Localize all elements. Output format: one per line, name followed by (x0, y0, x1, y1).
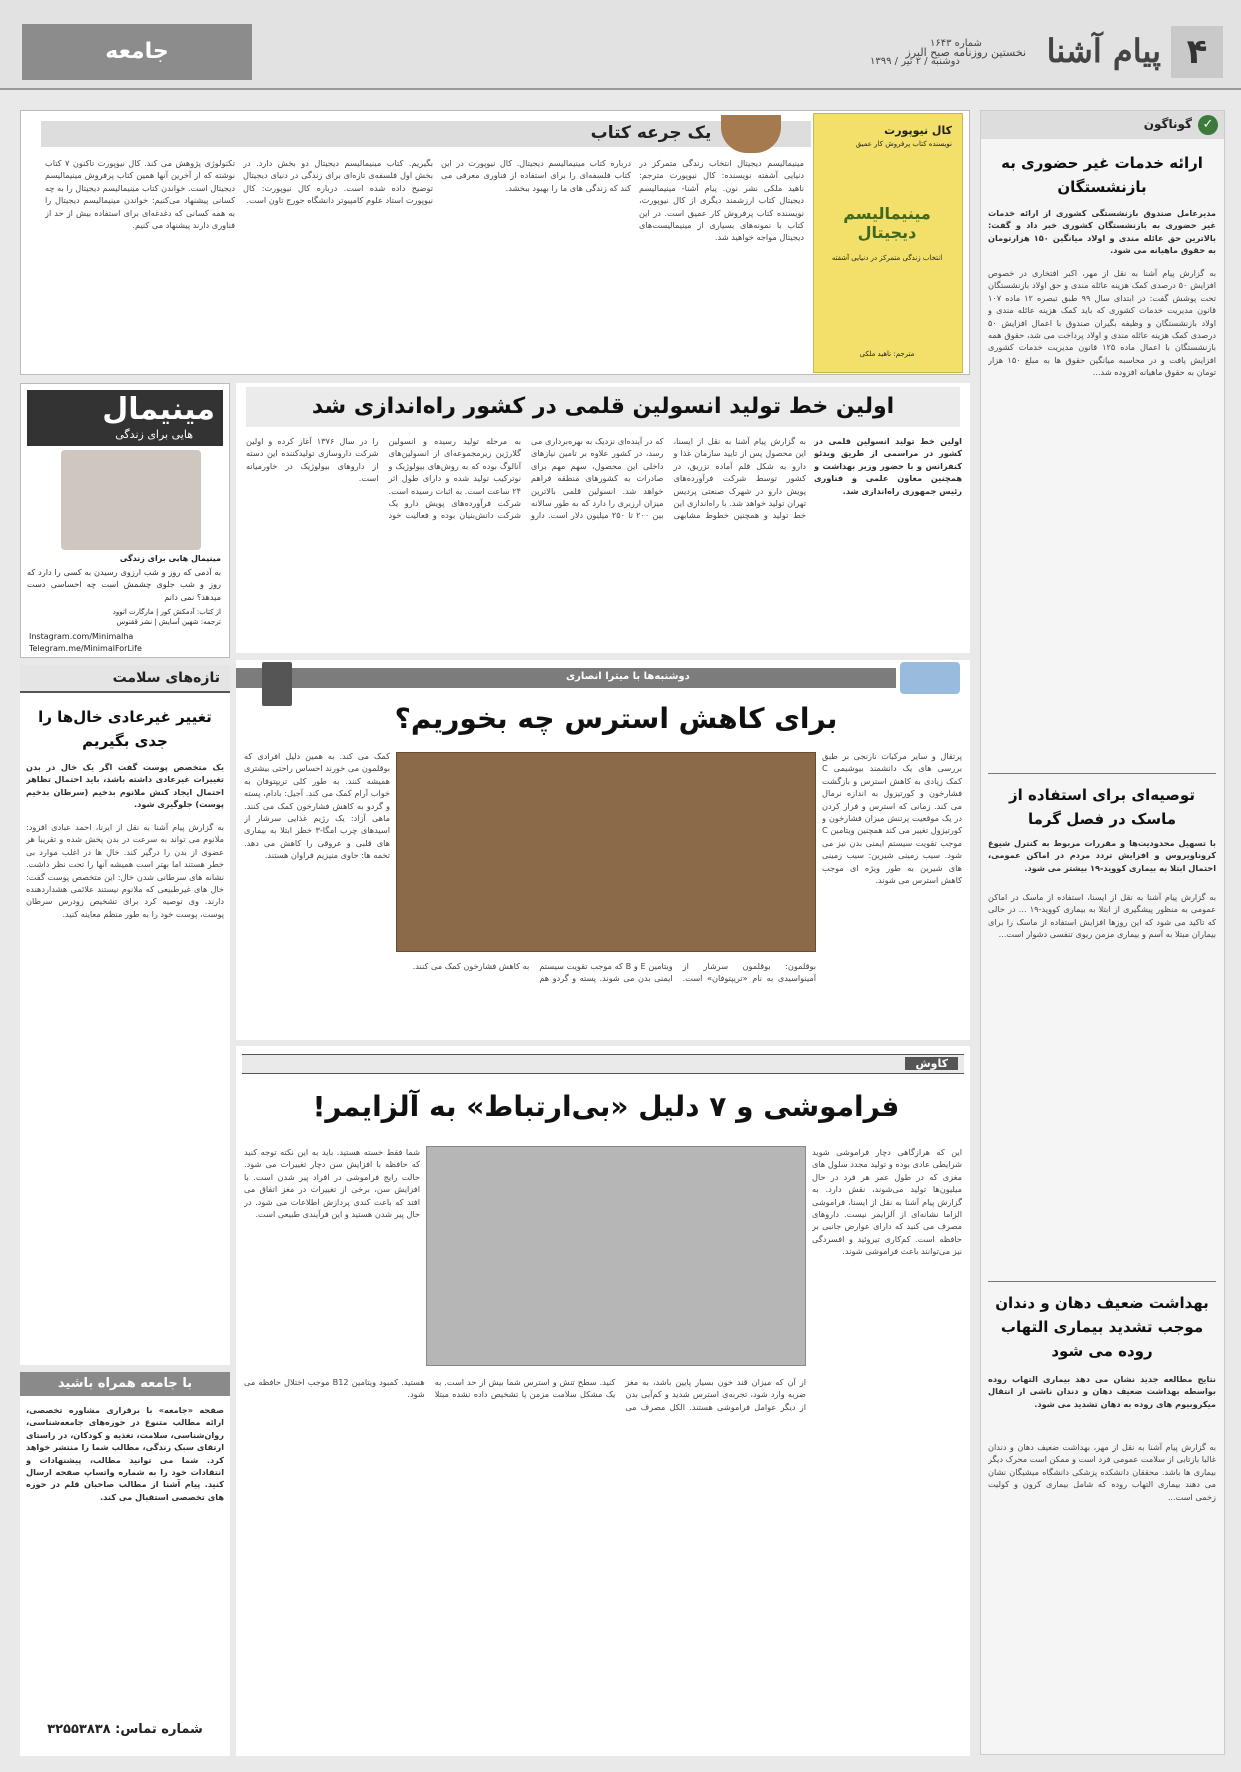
alz-section-bar (242, 1054, 964, 1074)
coffee-cup-icon (721, 115, 781, 153)
author-photo (61, 450, 201, 550)
article-title: بهداشت ضعیف دهان و دندان موجب تشدید بیماری التهاب روده می شود (995, 1294, 1209, 1360)
stress-text: کمک می کند. به همین دلیل افرادی که بوقلمون می خورند احساس راحتی بیشتری همیشه کنند. به طور کلی تریپتوفان به خواب آرام کمک می کند. آجیل: بادام، پسته و گردو به کاهش فشارخون کمک می کنند. ماهی آزاد: یک رژیم غذایی سرشار از اسیدهای چرب امگا-۳ خطر ابتلا به بیماری های قلبی و عروقی را کاهش می دهد. تخمه ها: حاوی منیزیم فراوان هستند. (244, 751, 390, 861)
misc-title: گوناگون (1143, 117, 1192, 131)
article-title: ارائه خدمات غیر حضوری به بازنشستگان (1001, 154, 1203, 196)
minimal-source: از کتاب: آدمکش کور | مارگارت اتوود (112, 608, 221, 616)
book-text: درباره کتاب مینیمالیسم دیجیتال. کال نیوپورت در این کتاب فلسفه‌ای را برای استفاده از فناوری معرفی می کند که زندگی های ما را بهبود ببخشد. (441, 158, 631, 193)
telegram-link[interactable]: Telegram.me/MinimalForLife (29, 644, 142, 653)
insulin-article (236, 383, 970, 653)
issue-date: دوشنبه / ۲ تیر / ۱۳۹۹ (870, 56, 960, 67)
newspaper-logo: پیام آشنا (1046, 32, 1161, 70)
article-body: به گزارش پیام آشنا به نقل از مهر، اکبر افتخاری در خصوص افزایش ۵۰ درصدی کمک هزینه عائله مندی و حق اولاد بازنشستگان تحت پوشش گفت: در ابتدای سال ۹۹ طبق تبصره ۱۲ ماده ۱۰۷ قانون مدیریت خدمات کشوری که باید کمک هزینه عائله مندی و اولاد بازنشستگان و وظیفه بگیران صندوق با اعمال افزایش ۵۰ درصدی کمک هزینه عائله مندی و اولاد پرداخت می شد، حقوق همه بازنشستگان با اعمال ماده ۱۲۵ قانون مدیریت خدمات کشوری افزایش یافت و در محاسبه میانگین حقوق ها به مبلغ ۱۵۰ هزار تومان به حقوق ماهیانه افزوده شد... (988, 268, 1216, 378)
article-body: به گزارش پیام آشنا به نقل از مهر، بهداشت ضعیف دهان و دندان غالبا بازتابی از سلامت عمومی فرد است و ممکن است محرک دیگر بیماری ها باشد. محققان دانشکده پزشکی دانشگاه میشیگان نشان می دهند بیماری التهاب روده که شامل بیماری کرون و کولیت زخمی است... (988, 1442, 1216, 1502)
stress-text: پرتقال و سایر مرکبات نارنجی بر طبق بررسی های یک دانشمند بیوشیمی C کمک زیادی به کاهش استرس و بازگشت فشارخون و کورتیزول به اندازه نرمال می کند. زمانی که استرس و فرار کردن در یک موقعیت پرتنش میزان فشارخون و کورتیزول تغییر می کند همچنین ویتامین C موجب تقویت سیستم ایمنی بدن نیز می شود. سیب زمینی شیرین: سیب زمینی های شیرین به طور ویژه ای موجب کاهش استرس می شوند. (822, 751, 962, 886)
book-text: بگیریم. کتاب مینیمالیسم دیجیتال دو بخش دارد. در بخش اول فلسفه‌ی تازه‌ای برای زندگی در دنیای دیجیتال توضیح داده شده است. درباره کال نیوپورت: کال نیوپورت استاد علوم کامپیوتر دانشگاه جورج تاون است. (243, 158, 433, 206)
article-lead: نتایج مطالعه جدید نشان می دهد بیماری التهاب روده بواسطه بهداشت ضعیف دهان و دندان ناشی از انتقال میکروبیوم های روده به دهان تشدید می شود. (988, 1374, 1216, 1409)
misc-title-bar (981, 111, 1224, 139)
health-section-title: تازه‌های سلامت (112, 670, 220, 686)
article-title: توصیه‌ای برای استفاده از ماسک در فصل گرما (1009, 786, 1195, 828)
health-lead: یک متخصص پوست گفت اگر یک خال در بدن تغییرات غیرعادی داشته باشد، باید احتمال تظاهر احتمال ایجاد کنش ملانوم بدخیم (سرطان بدخیم پوست) جلوگیری شود. (26, 762, 224, 810)
book-text: مینیمالیسم دیجیتال انتخاب زندگی متمرکز در دنیایی آشفته نویسنده: کال نیوپورت مترجم: ناهید ملکی نشر نون. پیام آشنا- مینیمالیسم دیجیتال کتاب ارزشمند دیگری از کال نیوپورت، نویسنده کتاب پرفروش کار عمیق است. در این کتاب با نمونه‌های بسیاری از مینیمالیست‌های دیجیتال مواجه خواهید شد. (639, 158, 804, 243)
health-section-header (20, 665, 230, 693)
minimal-box (20, 383, 230, 658)
minimal-badge: مینیمال هایی برای زندگی (119, 554, 221, 563)
faces-image (426, 1146, 806, 1366)
instagram-link[interactable]: Instagram.com/Minimalha (29, 632, 134, 641)
insulin-lead: اولین خط تولید انسولین قلمی در کشور در مراسمی از طریق ویدئو کنفرانس و با حضور وزیر بهداشت و همچنین معاون علمی و فناوری رئیس جمهوری راه‌اندازی شد. (814, 436, 962, 496)
misc-column (980, 110, 1225, 1755)
join-bar: با جامعه همراه باشید (20, 1372, 230, 1396)
alz-text: شما فقط خسته هستید. باید به این نکته توجه کنید که حافظه با افزایش سن دچار تغییرات می شود. حالت رایج فراموشی در افراد پیر شدن است. با افزایش سن، برخی از تغییرات در مغز اتفاق می افتد که باعث کندی پردازش اطلاعات می شود. در حال پیر شدن هستید و این فرآیندی طبیعی است. (244, 1147, 420, 1220)
join-text: صفحه «جامعه» با برقراری مشاوره تخصصی، ارائه مطالب متنوع در حوزه‌های جامعه‌شناسی، روان‌شناسی، سلامت، تغذیه و کودکان، در راستای ارتقای سبک زندگی، مطالب شما را منتشر خواهد کرد. شما می توانید مطالب، پیشنهادات و انتقادات خود را به شماره واتساپ صفحه ارسال کنید. پیام آشنا از مطالب صاحبان قلم در حوزه های تخصصی استقبال می کند. (26, 1405, 224, 1502)
insulin-body-end (814, 543, 962, 643)
book-section (20, 110, 970, 375)
cover-translator: مترجم: ناهید ملکی (859, 350, 915, 358)
check-icon: ✓ (1198, 115, 1218, 135)
health-title: تغییر غیرعادی خال‌ها را جدی بگیریم (38, 708, 212, 750)
book-cover (813, 113, 963, 373)
minimal-translator: ترجمه: شهین آسایش | نشر ققنوس (116, 618, 221, 626)
stress-caption: بوقلمون: بوقلمون سرشار از آمینواسیدی به نام «تریپتوفان» است. ویتامین E و B که موجب تقویت سیستم ایمنی بدن می شوند. پسته و گردو هم به کاهش فشارخون کمک می کنند. (412, 961, 816, 984)
issue-number: شماره ۱۶۴۳ (930, 38, 982, 49)
book-text: تکنولوژی پژوهش می کند. کال نیوپورت تاکنون ۷ کتاب نوشته که از آخرین آنها همین کتاب پرفروش مینیمالیسم دیجیتال است. خواندن کتاب مینیمالیسم دیجیتال را به چه کسانی پیشنهاد می‌کنیم: خواندن مینیمالیسم دیجیتال را به همه کسانی که دغدغه‌ای برای استفاده بیش از حد از فناوری دارند پیشنهاد می کنیم. (45, 158, 235, 231)
nuts-image (396, 752, 816, 952)
minimal-logo-sub: هایی برای زندگی (115, 428, 193, 441)
column-logo (900, 662, 960, 694)
alzheimer-article (236, 1046, 970, 1756)
minimal-logo (27, 390, 223, 446)
alz-section-title: کاوش (905, 1057, 958, 1070)
health-column (20, 665, 230, 1365)
stress-article (236, 660, 970, 1040)
alz-headline: فراموشی و ۷ دلیل «بی‌ارتباط» به آلزایمر! (312, 1090, 900, 1123)
cover-subtitle: انتخاب زندگی متمرکز در دنیایی آشفته (831, 254, 943, 262)
join-box (20, 1372, 230, 1756)
page-header (0, 0, 1241, 90)
section-title: جامعه (22, 24, 252, 80)
cover-title: مینیمالیسم دیجیتال (843, 204, 931, 242)
minimal-quote: به آدمی که روز و شب ارزوی رسیدن به کسی را دارد که روز و شب جلوی چشمش است چه احساسی دست میدهد؟ نمی دانم (27, 567, 221, 602)
article-lead: با تسهیل محدودیت‌ها و مقررات مربوط به کنترل شیوع کروناویروس و افزایش تردد مردم در اماکن عمومی، احتمال ابتلا به بیماری کووید-۱۹ بیشتر می شود. (988, 838, 1216, 873)
insulin-body: به گزارش پیام آشنا به نقل از ایسنا، این محصول پس از تایید سازمان غذا و دارو به شکل قلم آماده تزریق، در کشور توسط شرکت فرآورده‌های پویش دارو در شهرک صنعتی پردیس تهران تولید خواهد شد. با راه‌اندازی این خط تولید و همچنین خطوط مشابهی که در آینده‌ای نزدیک به بهره‌برداری می رسد، در کشور علاوه بر تامین نیازهای داخلی این محصول، سهم مهم برای صادرات به کشورهای منطقه فراهم خواهد شد. انسولین قلمی بالاترین میزان ارزبری را دارد که به طور سالانه بین ۲۰۰ تا ۲۵۰ میلیون دلار است. دارو به مرحله تولید رسیده و انسولین گلارژین زیرمجموعه‌ای از انسولین‌های آنالوگ بوده که به روش‌های بیولوژیک و نوترکیب تولید شده و دارای طول اثر ۲۴ ساعت است. به اثبات رسیده است. شرکت فرآورده‌های پویش دارو یک شرکت دانش‌بنیان بوده و فعالیت خود را در سال ۱۳۷۶ آغاز کرده و اولین شرکت داروسازی تولیدکننده این دسته از داروهای بیولوژیک در خاورمیانه است. (246, 436, 806, 521)
page-number: ۴ (1171, 26, 1223, 78)
cover-author-line: نویسنده کتاب پرفروش کار عمیق (855, 140, 952, 148)
alz-text: از آن که میزان قند خون بسیار پایین باشد، به مغز ضربه وارد شود، تجربه‌ی استرس شدید و کم‌آبی بدن از دیگر عوامل فراموشی هستند. الکل مصرف می کنید. سطح تنش و استرس شما بیش از حد است. به یک مشکل سلامت مزمن یا تشخیص داده نشده مبتلا هستید. کمبود ویتامین B12 موجب اختلال حافظه می شود. (244, 1377, 806, 1412)
article-body: به گزارش پیام آشنا به نقل از ایسنا، استفاده از ماسک در اماکن عمومی به منظور پیشگیری از ابتلا به بیماری کووید-۱۹ ... در حالی که تاکید می شود که این روزها افزایش استفاده از ماسک را برای بیماران مبتلا به آسم و بیماری مزمن ریوی تنفسی دشوار است... (988, 892, 1216, 940)
minimal-logo-title: مینیمال (102, 392, 215, 427)
book-section-title: یک جرعه کتاب (590, 123, 712, 143)
tagline: نخستین روزنامه صبح البرز (905, 46, 1026, 59)
stress-headline: برای کاهش استرس چه بخوریم؟ (394, 702, 838, 735)
phone-number: شماره تماس: ۳۲۵۵۳۸۳۸ (47, 1722, 203, 1737)
columnist-photo (262, 662, 292, 706)
article-lead: مدیرعامل صندوق بازنشستگی کشوری از ارائه خدمات غیر حضوری به بازنشستگان کشوری خبر داد و گفت: بالاترین حق عائله مندی و اولاد میانگین ۱۵۰ هزارتومان به حقوق ماهیانه می شود. (988, 208, 1216, 256)
alz-text: این که هرازگاهی دچار فراموشی شوید شرایطی عادی بوده و تولید مجدد سلول های مغزی که در طول عمر هر فرد در حال میلیون‌ها تولید می‌شوند، نقش دارد. به گزارش پیام آشنا به نقل از ایسنا، فراموشی الزاما نشانه‌ای از آلزایمر نیست. داروهای مصرف می کنید که دارای عوارض جانبی بر حافظه است. کم‌کاری تیروئید و افسردگی نیز می‌توانند باعث فراموشی شوند. (812, 1147, 962, 1257)
insulin-headline: اولین خط تولید انسولین قلمی در کشور راه‌اندازی شد (246, 387, 960, 427)
cover-author: کال نیوپورت (884, 124, 952, 137)
column-tag: دوشنبه‌ها با میترا انصاری (566, 671, 690, 682)
health-body: به گزارش پیام آشنا به نقل از ایرنا، احمد عبادی افزود: ملانوم می تواند به سرعت در بدن پخش شده و تقریبا هر عضوی از بدن را درگیر کند. خال ها در اغلب موارد بی خطر هستند اما بهتر است همیشه آنها را تحت نظر داشت. نشانه های سرطانی شدن خال: این متخصص پوست گفت: خال های غیرطبیعی که ملانوم نیستند علائمی هشداردهنده دارند. وی توصیه کرد برای تشخیص زودرس سرطان پوست، پوست خود را به طور منظم معاینه کنید. (26, 822, 224, 919)
